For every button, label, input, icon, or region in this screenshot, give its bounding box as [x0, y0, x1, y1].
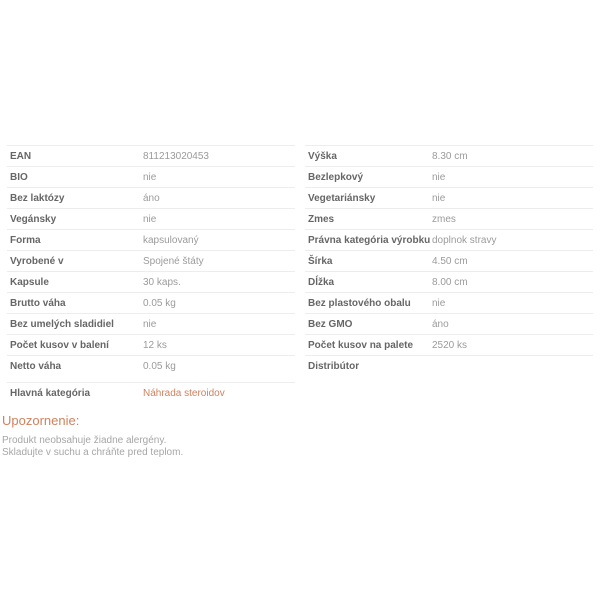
- spec-value: zmes: [432, 213, 456, 225]
- spec-row: [7, 166, 295, 187]
- spec-value: 811213020453: [143, 150, 209, 162]
- spec-tables: [7, 145, 593, 376]
- spec-row: [7, 355, 295, 376]
- spec-value: Spojené štáty: [143, 255, 204, 267]
- spec-value: nie: [432, 171, 446, 183]
- spec-value: nie: [143, 318, 157, 330]
- category-label: Hlavná kategória: [10, 388, 91, 399]
- spec-row: [7, 313, 295, 334]
- spec-value: doplnok stravy: [432, 234, 497, 246]
- spec-label: Forma: [10, 234, 41, 246]
- spec-label: Distribútor: [308, 360, 360, 372]
- spec-value: nie: [143, 213, 157, 225]
- spec-label: BIO: [10, 171, 28, 183]
- spec-value: 8.00 cm: [432, 276, 468, 288]
- spec-row: [305, 166, 593, 187]
- spec-row: [7, 334, 295, 355]
- product-specs-section: [2, 145, 593, 458]
- spec-value: nie: [432, 192, 446, 204]
- spec-label: Právna kategória výrobku: [308, 234, 431, 246]
- spec-value: áno: [432, 318, 449, 330]
- spec-row: [7, 250, 295, 271]
- spec-value: 2520 ks: [432, 339, 468, 351]
- spec-value: kapsulovaný: [143, 234, 199, 246]
- spec-row: [7, 145, 295, 166]
- spec-label: Vyrobené v: [10, 255, 64, 267]
- spec-label: Počet kusov v balení: [10, 339, 109, 351]
- spec-label: Výška: [308, 150, 337, 162]
- spec-label: Počet kusov na palete: [308, 339, 414, 351]
- spec-value: 0.05 kg: [143, 360, 176, 372]
- spec-label: Kapsule: [10, 276, 49, 288]
- spec-row: [305, 334, 593, 355]
- category-link[interactable]: Náhrada steroidov: [143, 388, 225, 399]
- spec-table-left: [7, 145, 295, 376]
- spec-label: Brutto váha: [10, 297, 66, 309]
- spec-value: nie: [432, 297, 446, 309]
- spec-label: EAN: [10, 150, 32, 162]
- spec-value: 8.30 cm: [432, 150, 468, 162]
- warning-text-line: Skladujte v suchu a chráňte pred teplom.: [2, 446, 184, 458]
- spec-label: Šírka: [308, 255, 333, 267]
- spec-value: 12 ks: [143, 339, 167, 351]
- spec-label: Bez plastového obalu: [308, 297, 411, 309]
- spec-label: Bezlepkový: [308, 171, 364, 183]
- warning-block: [2, 413, 593, 458]
- spec-value: 4.50 cm: [432, 255, 468, 267]
- spec-value: nie: [143, 171, 157, 183]
- spec-row: [305, 187, 593, 208]
- spec-label: Vegánsky: [10, 213, 57, 225]
- spec-value: 30 kaps.: [143, 276, 181, 288]
- spec-table-right: [305, 145, 593, 376]
- spec-row: [305, 313, 593, 334]
- spec-label: Netto váha: [10, 360, 62, 372]
- spec-row: [305, 250, 593, 271]
- spec-row: [7, 187, 295, 208]
- spec-row: [305, 271, 593, 292]
- spec-row: [7, 292, 295, 313]
- spec-row: [305, 145, 593, 166]
- spec-row: [305, 292, 593, 313]
- warning-text-line: Produkt neobsahuje žiadne alergény.: [2, 435, 167, 446]
- spec-row: [305, 229, 593, 250]
- warning-heading: Upozornenie:: [2, 413, 80, 428]
- spec-label: Bez laktózy: [10, 192, 65, 204]
- spec-value: 0.05 kg: [143, 297, 176, 309]
- spec-row: [305, 208, 593, 229]
- spec-label: Vegetariánsky: [308, 192, 376, 204]
- spec-label: Zmes: [308, 213, 335, 225]
- spec-label: Dĺžka: [308, 276, 335, 288]
- spec-value: áno: [143, 192, 160, 204]
- spec-label: Bez umelých sladidiel: [10, 318, 114, 330]
- spec-label: Bez GMO: [308, 318, 353, 330]
- spec-row: [305, 355, 593, 376]
- spec-row: [7, 271, 295, 292]
- spec-row: [7, 208, 295, 229]
- category-row: [7, 382, 295, 404]
- spec-row: [7, 229, 295, 250]
